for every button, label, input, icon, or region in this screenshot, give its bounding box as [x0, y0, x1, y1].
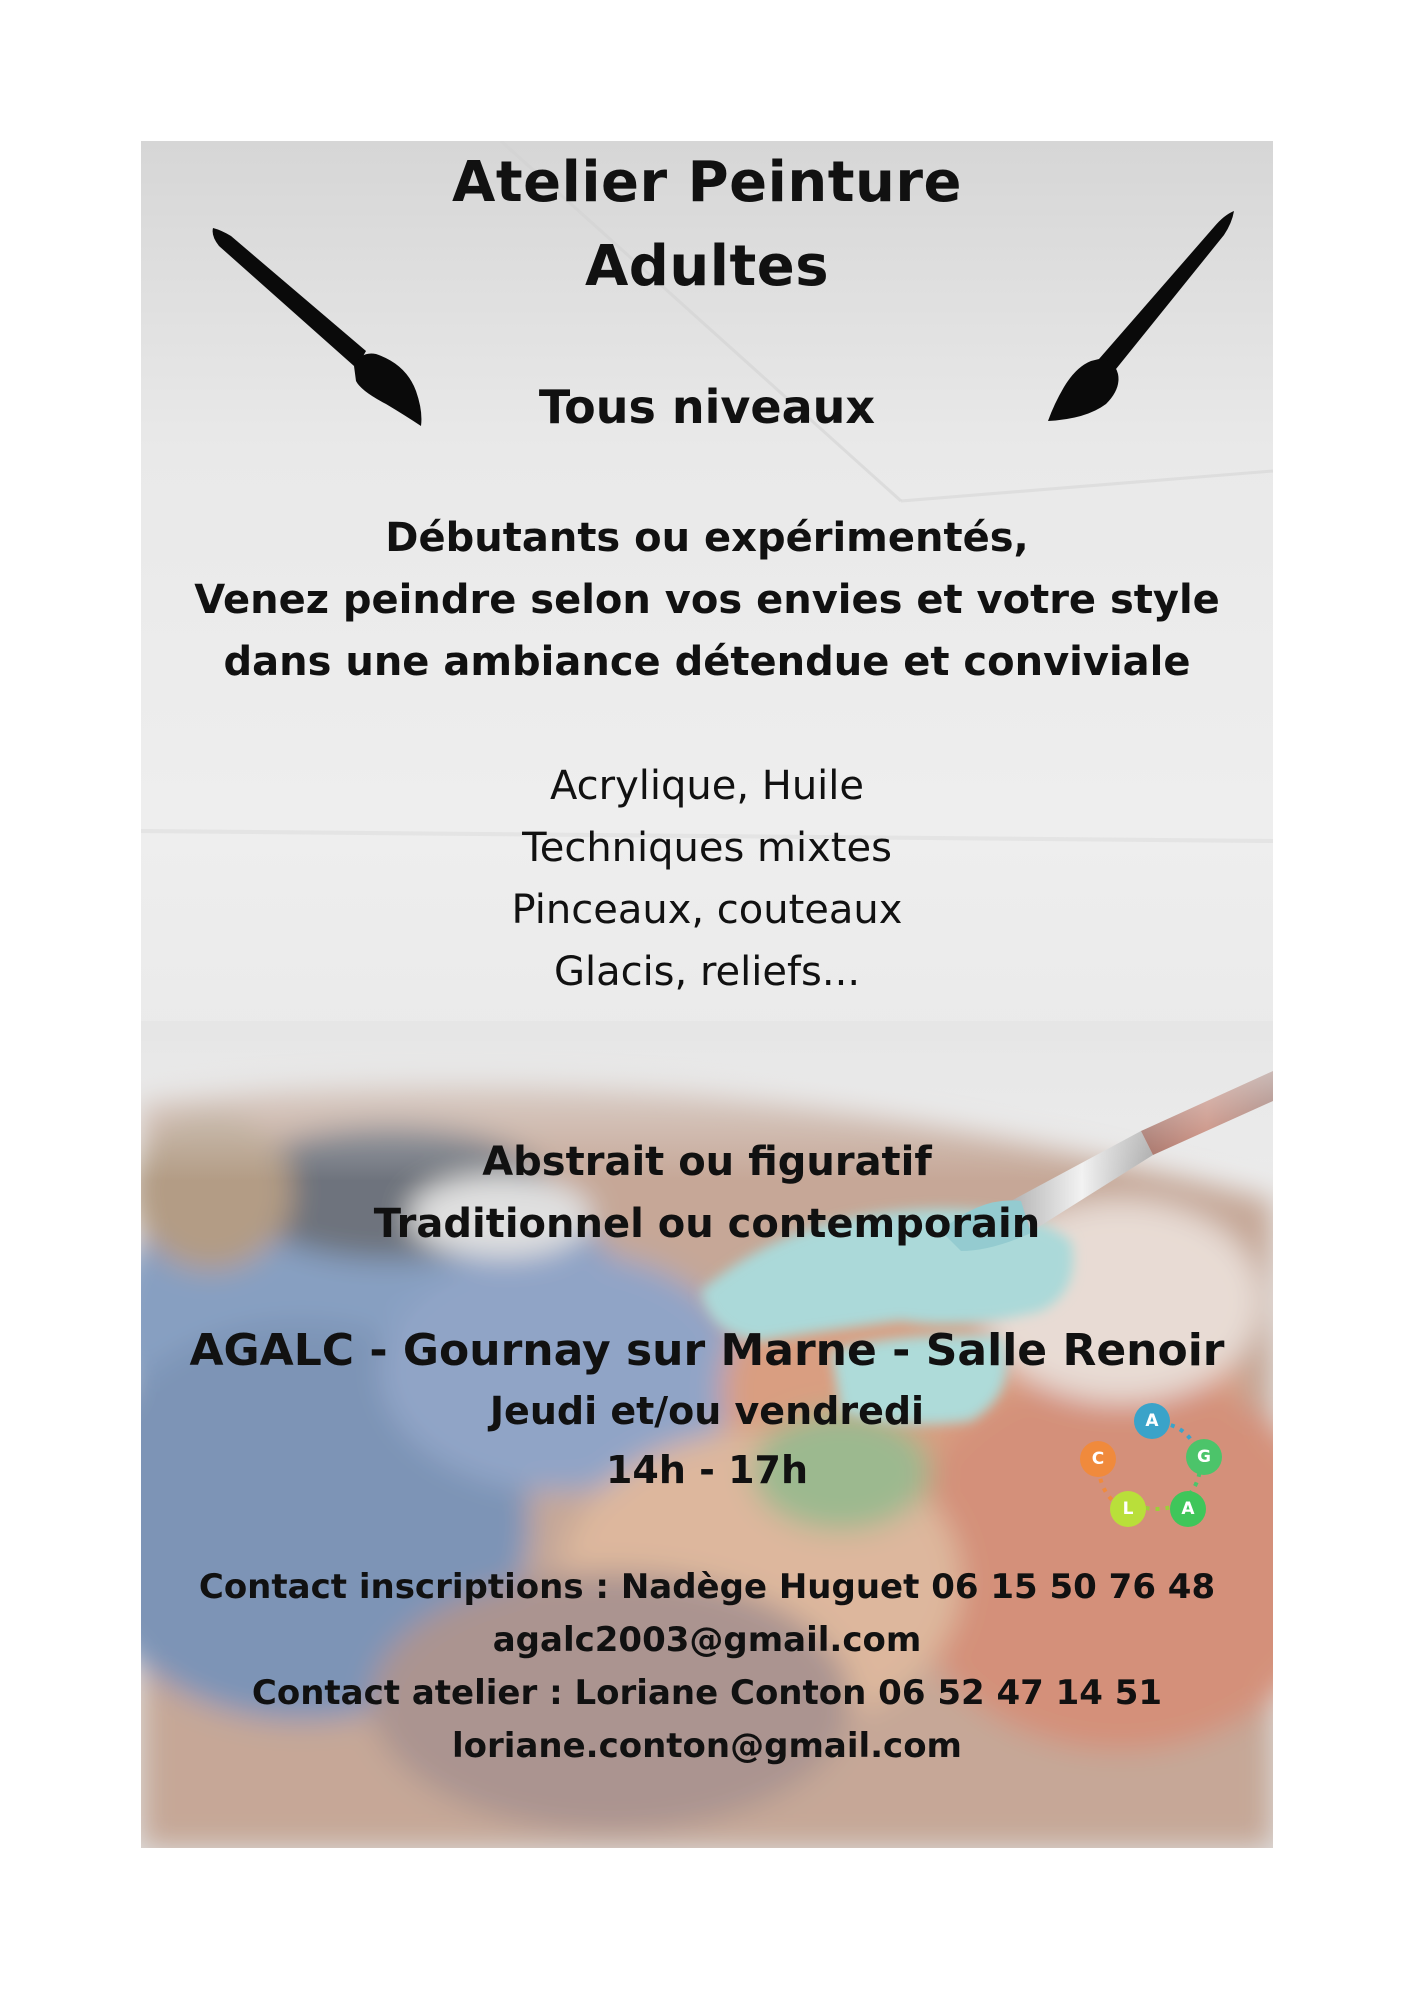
subtitle: Tous niveaux	[538, 380, 876, 434]
intro-line-1: Débutants ou expérimentés,	[385, 515, 1029, 561]
contact-workshop: Contact atelier : Loriane Conton 06 52 47 14 51	[251, 1673, 1163, 1713]
days-text: Jeudi et/ou vendredi	[489, 1389, 925, 1433]
intro-line-3: dans une ambiance détendue et conviviale	[223, 639, 1191, 685]
style-line-2: Traditionnel ou contemporain	[373, 1201, 1041, 1247]
technique-item: Techniques mixtes	[522, 825, 892, 871]
techniques-list	[141, 755, 1273, 1003]
logo-letter-g: G	[1186, 1439, 1222, 1475]
poster	[141, 141, 1273, 1848]
logo-letter-c: C	[1080, 1441, 1116, 1477]
technique-item: Acrylique, Huile	[549, 763, 865, 809]
title	[141, 141, 1273, 309]
contacts-block	[141, 1561, 1273, 1773]
title-line-2: Adultes	[584, 234, 830, 299]
intro-line-2: Venez peindre selon vos envies et votre style	[194, 577, 1220, 623]
contact-email-agalc[interactable]: agalc2003@gmail.com	[492, 1620, 922, 1660]
intro-text	[141, 507, 1273, 693]
technique-item: Pinceaux, couteaux	[511, 887, 903, 933]
contact-registrations: Contact inscriptions : Nadège Huguet 06 15 50 76 48	[198, 1567, 1216, 1607]
styles-text	[141, 1131, 1273, 1255]
title-line-1: Atelier Peinture	[452, 150, 962, 215]
logo-letter-a-top: A	[1134, 1403, 1170, 1439]
contact-email-workshop[interactable]: loriane.conton@gmail.com	[452, 1726, 962, 1766]
agalc-logo	[1076, 1401, 1226, 1541]
style-line-1: Abstrait ou figuratif	[482, 1139, 932, 1185]
logo-letter-a-bottom: A	[1170, 1491, 1206, 1527]
location-text: AGALC - Gournay sur Marne - Salle Renoir	[189, 1325, 1225, 1376]
hours-text: 14h - 17h	[605, 1448, 809, 1492]
technique-item: Glacis, reliefs...	[553, 949, 861, 995]
logo-letter-l: L	[1110, 1491, 1146, 1527]
